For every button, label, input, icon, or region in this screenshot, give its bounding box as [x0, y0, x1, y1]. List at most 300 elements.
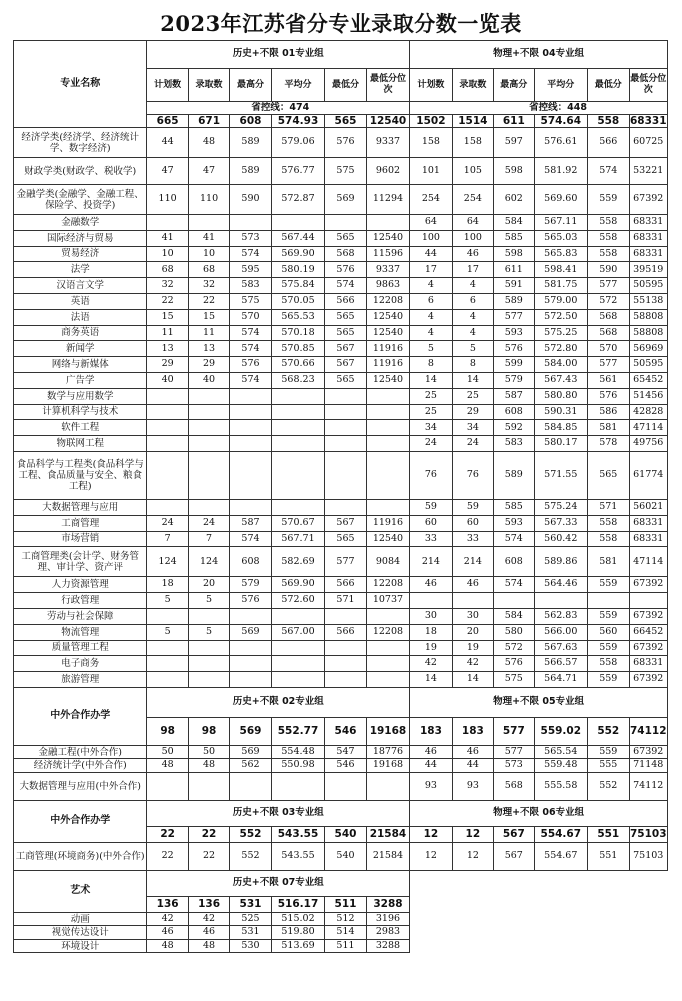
value-cell: 5 — [147, 593, 188, 609]
value-cell: 587 — [230, 515, 271, 531]
table-row — [14, 262, 668, 278]
value-cell: 575 — [494, 672, 534, 688]
value-cell: 567 — [325, 357, 366, 373]
value-cell: 559 — [588, 577, 629, 593]
value-cell: 67392 — [629, 577, 668, 593]
value-cell — [325, 451, 366, 499]
group-header: 历史+不限 01专业组 — [147, 41, 410, 69]
value-cell: 24 — [147, 515, 188, 531]
value-cell: 560.42 — [534, 531, 588, 547]
value-cell: 42 — [452, 656, 493, 672]
table-row — [14, 672, 668, 688]
summary-cell: 12 — [452, 826, 493, 842]
value-cell: 2983 — [366, 926, 409, 940]
value-cell: 572.50 — [534, 309, 588, 325]
value-cell: 21584 — [366, 842, 409, 870]
value-cell: 10 — [147, 246, 188, 262]
value-cell: 565 — [325, 372, 366, 388]
table-row — [14, 745, 668, 759]
value-cell: 14 — [410, 672, 452, 688]
value-cell: 562.83 — [534, 608, 588, 624]
value-cell: 68331 — [629, 656, 668, 672]
value-cell: 589 — [230, 128, 271, 158]
value-cell: 48 — [188, 939, 229, 953]
value-cell: 9863 — [366, 278, 409, 294]
table-row — [14, 499, 668, 515]
value-cell: 575 — [230, 293, 271, 309]
value-cell: 46 — [452, 577, 493, 593]
major-name: 数学与应用数学 — [14, 388, 147, 404]
value-cell — [366, 656, 409, 672]
value-cell: 158 — [452, 128, 493, 158]
value-cell: 551 — [588, 842, 629, 870]
value-cell: 552 — [230, 842, 271, 870]
value-cell — [188, 672, 229, 688]
value-cell: 53221 — [629, 158, 668, 185]
value-cell: 584.85 — [534, 420, 588, 436]
value-cell: 587 — [494, 388, 534, 404]
section-group-row — [14, 870, 668, 896]
value-cell: 65452 — [629, 372, 668, 388]
column-header: 录取数 — [452, 69, 493, 102]
value-cell: 6 — [452, 293, 493, 309]
summary-cell: 531 — [230, 896, 271, 912]
summary-cell: 12 — [410, 826, 452, 842]
value-cell: 572.87 — [271, 185, 325, 215]
header-group-row — [14, 41, 668, 69]
value-cell: 47 — [188, 158, 229, 185]
value-cell: 17 — [410, 262, 452, 278]
value-cell: 581.75 — [534, 278, 588, 294]
major-name: 工商管理(环境商务)(中外合作) — [14, 842, 147, 870]
value-cell: 571 — [325, 593, 366, 609]
summary-cell: 552 — [588, 717, 629, 745]
value-cell: 567.33 — [534, 515, 588, 531]
value-cell: 567.11 — [534, 215, 588, 231]
major-name: 物流管理 — [14, 624, 147, 640]
column-header: 最高分 — [494, 69, 534, 102]
value-cell: 566.57 — [534, 656, 588, 672]
value-cell — [366, 640, 409, 656]
summary-cell: 543.55 — [271, 826, 325, 842]
section-group-row — [14, 800, 668, 826]
value-cell — [230, 215, 271, 231]
value-cell: 555.58 — [534, 772, 588, 800]
value-cell — [271, 640, 325, 656]
value-cell: 20 — [188, 577, 229, 593]
value-cell — [147, 772, 188, 800]
value-cell — [230, 499, 271, 515]
value-cell: 566 — [588, 128, 629, 158]
value-cell: 42828 — [629, 404, 668, 420]
value-cell: 11596 — [366, 246, 409, 262]
value-cell: 574 — [494, 531, 534, 547]
table-row — [14, 278, 668, 294]
major-name: 经济学类(经济学、经济统计学、数字经济) — [14, 128, 147, 158]
value-cell: 567.44 — [271, 230, 325, 246]
summary-cell: 1514 — [452, 115, 493, 128]
value-cell: 543.55 — [271, 842, 325, 870]
major-name: 食品科学与工程类(食品科学与工程、食品质量与安全、粮食工程) — [14, 451, 147, 499]
value-cell: 602 — [494, 185, 534, 215]
value-cell: 34 — [410, 420, 452, 436]
major-name: 法学 — [14, 262, 147, 278]
value-cell — [271, 772, 325, 800]
value-cell — [230, 656, 271, 672]
value-cell: 582.69 — [271, 547, 325, 577]
value-cell: 589.86 — [534, 547, 588, 577]
major-name: 金融工程(中外合作) — [14, 745, 147, 759]
value-cell: 55138 — [629, 293, 668, 309]
value-cell: 67392 — [629, 608, 668, 624]
value-cell: 19 — [410, 640, 452, 656]
value-cell: 513.69 — [271, 939, 325, 953]
summary-cell: 552 — [230, 826, 271, 842]
table-row — [14, 293, 668, 309]
value-cell — [230, 451, 271, 499]
major-name: 劳动与社会保障 — [14, 608, 147, 624]
summary-cell: 671 — [188, 115, 229, 128]
major-name: 市场营销 — [14, 531, 147, 547]
summary-cell: 577 — [494, 717, 534, 745]
value-cell: 574 — [230, 246, 271, 262]
value-cell: 559 — [588, 640, 629, 656]
value-cell: 578 — [588, 436, 629, 452]
value-cell: 580 — [494, 624, 534, 640]
value-cell: 12 — [452, 842, 493, 870]
value-cell — [188, 388, 229, 404]
value-cell: 593 — [494, 325, 534, 341]
value-cell: 25 — [410, 404, 452, 420]
value-cell: 511 — [325, 939, 366, 953]
column-header: 最低分位次 — [366, 69, 409, 102]
value-cell: 608 — [494, 547, 534, 577]
summary-cell: 559.02 — [534, 717, 588, 745]
table-row — [14, 912, 668, 926]
value-cell — [366, 672, 409, 688]
value-cell: 519.80 — [271, 926, 325, 940]
value-cell: 597 — [494, 128, 534, 158]
table-row — [14, 547, 668, 577]
value-cell: 554.48 — [271, 745, 325, 759]
value-cell — [147, 215, 188, 231]
value-cell: 566 — [325, 624, 366, 640]
value-cell: 575.24 — [534, 499, 588, 515]
value-cell: 12540 — [366, 325, 409, 341]
value-cell: 68 — [188, 262, 229, 278]
value-cell: 12540 — [366, 309, 409, 325]
value-cell: 589 — [494, 451, 534, 499]
value-cell — [188, 656, 229, 672]
value-cell: 40 — [147, 372, 188, 388]
value-cell: 46 — [452, 745, 493, 759]
value-cell: 567.00 — [271, 624, 325, 640]
value-cell: 5 — [147, 624, 188, 640]
value-cell: 67392 — [629, 672, 668, 688]
value-cell: 68331 — [629, 515, 668, 531]
value-cell — [325, 436, 366, 452]
major-name: 财政学类(财政学、税收学) — [14, 158, 147, 185]
value-cell: 50595 — [629, 357, 668, 373]
value-cell: 48 — [147, 759, 188, 773]
value-cell — [147, 404, 188, 420]
value-cell: 68 — [147, 262, 188, 278]
column-header: 最低分 — [588, 69, 629, 102]
value-cell — [271, 420, 325, 436]
summary-cell: 183 — [452, 717, 493, 745]
table-row — [14, 926, 668, 940]
value-cell: 565 — [588, 451, 629, 499]
value-cell: 42 — [410, 656, 452, 672]
value-cell: 574 — [494, 577, 534, 593]
summary-cell: 554.67 — [534, 826, 588, 842]
major-name: 大数据管理与应用(中外合作) — [14, 772, 147, 800]
column-header: 最高分 — [230, 69, 271, 102]
value-cell: 565 — [325, 325, 366, 341]
value-cell: 3196 — [366, 912, 409, 926]
value-cell: 572 — [588, 293, 629, 309]
value-cell: 576 — [230, 357, 271, 373]
table-row — [14, 185, 668, 215]
value-cell — [325, 608, 366, 624]
value-cell: 12208 — [366, 293, 409, 309]
value-cell: 64 — [410, 215, 452, 231]
major-name: 汉语言文学 — [14, 278, 147, 294]
value-cell: 22 — [188, 842, 229, 870]
value-cell — [325, 404, 366, 420]
value-cell: 567 — [325, 341, 366, 357]
value-cell: 567.43 — [534, 372, 588, 388]
value-cell: 568 — [588, 325, 629, 341]
value-cell: 124 — [188, 547, 229, 577]
value-cell: 573 — [230, 230, 271, 246]
value-cell: 568 — [588, 309, 629, 325]
major-name: 软件工程 — [14, 420, 147, 436]
value-cell: 570.67 — [271, 515, 325, 531]
value-cell: 30 — [452, 608, 493, 624]
value-cell: 7 — [188, 531, 229, 547]
value-cell: 14 — [452, 672, 493, 688]
value-cell: 22 — [147, 842, 188, 870]
value-cell: 14 — [452, 372, 493, 388]
value-cell: 13 — [147, 341, 188, 357]
blank-area — [410, 926, 668, 940]
value-cell — [271, 388, 325, 404]
value-cell: 580.17 — [534, 436, 588, 452]
value-cell: 568.23 — [271, 372, 325, 388]
summary-cell: 516.17 — [271, 896, 325, 912]
summary-cell: 540 — [325, 826, 366, 842]
value-cell: 44 — [147, 128, 188, 158]
value-cell — [410, 593, 452, 609]
major-name: 质量管理工程 — [14, 640, 147, 656]
value-cell: 10737 — [366, 593, 409, 609]
table-row — [14, 309, 668, 325]
value-cell: 12540 — [366, 372, 409, 388]
major-name: 人力资源管理 — [14, 577, 147, 593]
major-name: 工商管理 — [14, 515, 147, 531]
value-cell: 60 — [452, 515, 493, 531]
value-cell: 552 — [588, 772, 629, 800]
value-cell — [366, 404, 409, 420]
value-cell: 570 — [230, 309, 271, 325]
value-cell: 50 — [147, 745, 188, 759]
value-cell — [147, 451, 188, 499]
value-cell: 564.46 — [534, 577, 588, 593]
section-group-row — [14, 687, 668, 717]
table-row — [14, 772, 668, 800]
value-cell: 11916 — [366, 341, 409, 357]
value-cell: 24 — [410, 436, 452, 452]
value-cell: 562 — [230, 759, 271, 773]
summary-cell: 22 — [188, 826, 229, 842]
value-cell: 566 — [325, 577, 366, 593]
value-cell: 591 — [494, 278, 534, 294]
value-cell — [325, 656, 366, 672]
summary-cell: 21584 — [366, 826, 409, 842]
value-cell: 577 — [325, 547, 366, 577]
value-cell: 8 — [410, 357, 452, 373]
value-cell: 569 — [325, 185, 366, 215]
summary-cell: 608 — [230, 115, 271, 128]
value-cell: 29 — [147, 357, 188, 373]
major-name: 旅游管理 — [14, 672, 147, 688]
value-cell — [494, 593, 534, 609]
table-row — [14, 372, 668, 388]
value-cell — [366, 608, 409, 624]
summary-cell: 574.64 — [534, 115, 588, 128]
value-cell: 12540 — [366, 230, 409, 246]
value-cell: 590 — [588, 262, 629, 278]
value-cell: 566 — [325, 293, 366, 309]
value-cell: 576 — [494, 341, 534, 357]
value-cell: 567 — [325, 515, 366, 531]
value-cell — [230, 608, 271, 624]
value-cell: 17 — [452, 262, 493, 278]
value-cell: 584 — [494, 608, 534, 624]
value-cell: 579 — [230, 577, 271, 593]
value-cell: 512 — [325, 912, 366, 926]
section-label: 艺术 — [14, 870, 147, 912]
value-cell: 577 — [494, 309, 534, 325]
value-cell: 584 — [494, 215, 534, 231]
value-cell: 531 — [230, 926, 271, 940]
value-cell — [366, 499, 409, 515]
summary-cell: 19168 — [366, 717, 409, 745]
value-cell: 568 — [494, 772, 534, 800]
value-cell: 576 — [325, 262, 366, 278]
table-row — [14, 436, 668, 452]
group-header: 历史+不限 02专业组 — [147, 687, 410, 717]
value-cell: 558 — [588, 246, 629, 262]
value-cell: 29 — [188, 357, 229, 373]
value-cell: 42 — [188, 912, 229, 926]
value-cell: 47114 — [629, 547, 668, 577]
major-name: 新闻学 — [14, 341, 147, 357]
value-cell — [271, 215, 325, 231]
summary-cell: 574.93 — [271, 115, 325, 128]
major-name: 经济统计学(中外合作) — [14, 759, 147, 773]
value-cell: 598 — [494, 158, 534, 185]
value-cell: 24 — [188, 515, 229, 531]
value-cell: 561 — [588, 372, 629, 388]
value-cell: 68331 — [629, 531, 668, 547]
value-cell — [366, 388, 409, 404]
value-cell: 569 — [230, 745, 271, 759]
value-cell — [325, 388, 366, 404]
table-row — [14, 246, 668, 262]
value-cell: 41 — [188, 230, 229, 246]
major-name: 环境设计 — [14, 939, 147, 953]
value-cell: 13 — [188, 341, 229, 357]
value-cell: 32 — [188, 278, 229, 294]
summary-cell: 1502 — [410, 115, 452, 128]
value-cell — [188, 608, 229, 624]
group-header: 物理+不限 06专业组 — [410, 800, 668, 826]
table-row — [14, 420, 668, 436]
value-cell: 559 — [588, 672, 629, 688]
value-cell: 581.92 — [534, 158, 588, 185]
value-cell: 571.55 — [534, 451, 588, 499]
value-cell — [188, 640, 229, 656]
value-cell: 581 — [588, 420, 629, 436]
table-row — [14, 158, 668, 185]
value-cell: 590.31 — [534, 404, 588, 420]
column-header: 最低分 — [325, 69, 366, 102]
value-cell: 48 — [147, 939, 188, 953]
value-cell: 12540 — [366, 531, 409, 547]
value-cell: 93 — [452, 772, 493, 800]
value-cell: 564.71 — [534, 672, 588, 688]
value-cell — [147, 388, 188, 404]
value-cell: 580.80 — [534, 388, 588, 404]
table-row — [14, 341, 668, 357]
value-cell: 68331 — [629, 246, 668, 262]
value-cell: 575 — [325, 158, 366, 185]
value-cell: 580.19 — [271, 262, 325, 278]
value-cell: 575.84 — [271, 278, 325, 294]
table-row — [14, 515, 668, 531]
value-cell: 559 — [588, 185, 629, 215]
section-label: 中外合作办学 — [14, 687, 147, 745]
value-cell: 254 — [410, 185, 452, 215]
value-cell: 48 — [188, 128, 229, 158]
value-cell: 570.05 — [271, 293, 325, 309]
value-cell: 76 — [452, 451, 493, 499]
value-cell: 61774 — [629, 451, 668, 499]
value-cell: 565 — [325, 531, 366, 547]
value-cell: 68331 — [629, 215, 668, 231]
major-name: 金融数学 — [14, 215, 147, 231]
value-cell: 75103 — [629, 842, 668, 870]
value-cell — [230, 404, 271, 420]
value-cell: 7 — [147, 531, 188, 547]
value-cell: 60 — [410, 515, 452, 531]
value-cell: 32 — [147, 278, 188, 294]
value-cell: 9084 — [366, 547, 409, 577]
value-cell: 33 — [410, 531, 452, 547]
value-cell: 574 — [230, 372, 271, 388]
major-name: 计算机科学与技术 — [14, 404, 147, 420]
major-name: 广告学 — [14, 372, 147, 388]
value-cell: 44 — [410, 759, 452, 773]
group-header: 历史+不限 07专业组 — [147, 870, 410, 896]
value-cell: 49756 — [629, 436, 668, 452]
value-cell: 598 — [494, 246, 534, 262]
value-cell: 577 — [588, 278, 629, 294]
value-cell: 565 — [325, 309, 366, 325]
summary-cell: 611 — [494, 115, 534, 128]
